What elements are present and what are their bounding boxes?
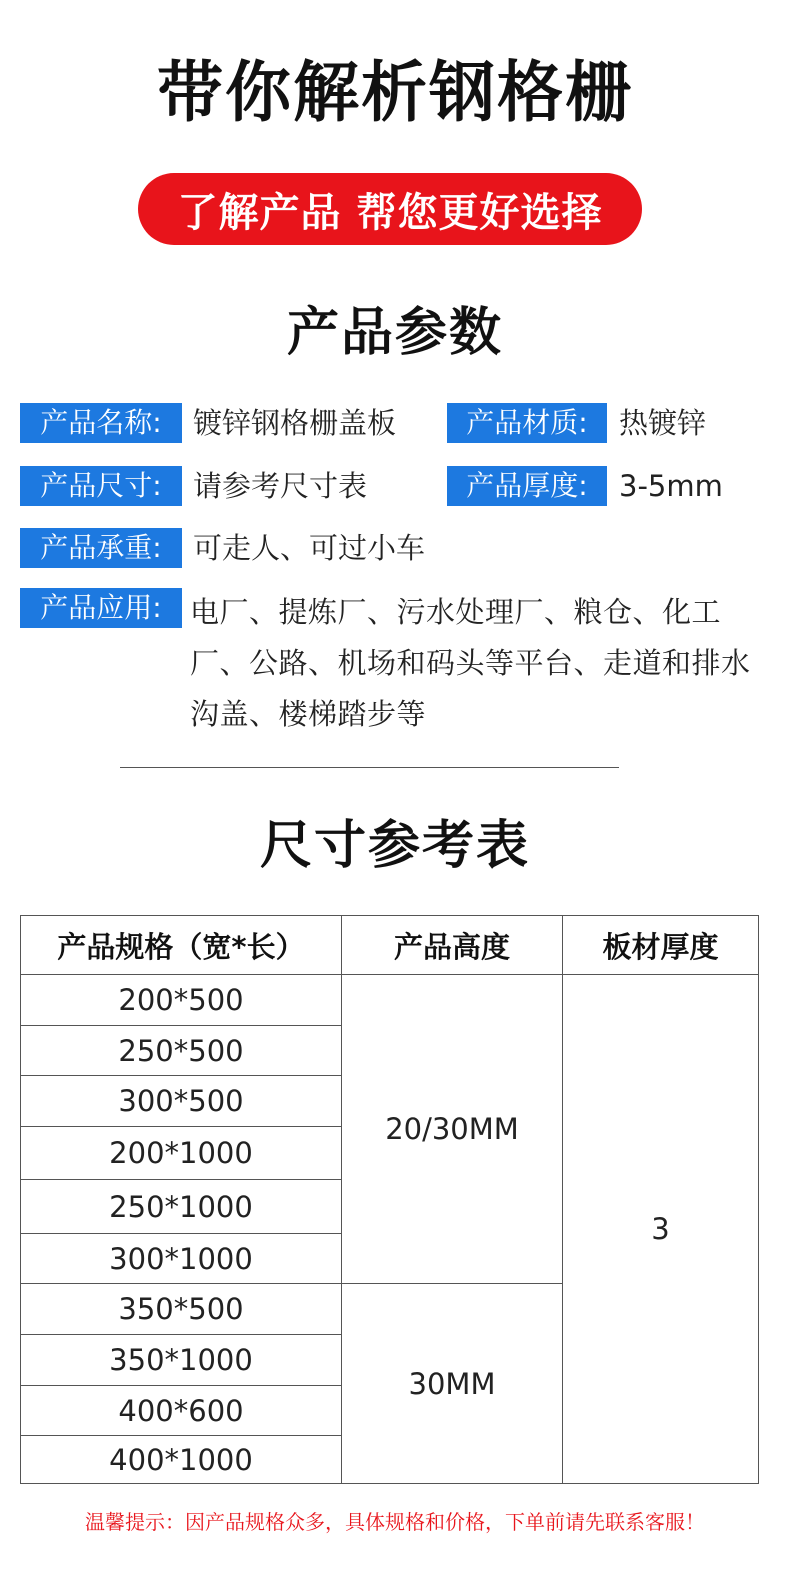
spec-cell: 250*500: [21, 1026, 342, 1076]
subtitle-banner: 了解产品 帮您更好选择: [138, 173, 642, 245]
application-value: 电厂、提炼厂、污水处理厂、粮仓、化工厂、公路、机场和码头等平台、走道和排水沟盖、楼梯踏步等: [190, 595, 751, 731]
footer-tip: 温馨提示：因产品规格众多，具体规格和价格，下单前请先联系客服！: [85, 1510, 705, 1534]
material-value: 热镀锌: [619, 406, 707, 440]
table-row: [21, 975, 759, 1026]
spec-cell: 300*500: [21, 1076, 342, 1127]
main-title: 带你解析钢格栅: [157, 54, 633, 131]
height-cell-group-2: 30MM: [342, 1284, 563, 1484]
size-value: 请参考尺寸表: [193, 469, 368, 503]
thickness-value: 3-5mm: [619, 469, 723, 503]
name-value: 镀锌钢格栅盖板: [193, 406, 397, 440]
height-cell-group-1: 20/30MM: [342, 975, 563, 1284]
size-reference-table: [20, 915, 759, 1484]
spec-cell: 400*600: [21, 1386, 342, 1436]
name-label: 产品名称:: [20, 403, 182, 443]
header-thickness: 板材厚度: [563, 916, 759, 975]
application-label: 产品应用:: [20, 588, 182, 628]
thickness-label: 产品厚度:: [447, 466, 607, 506]
load-value: 可走人、可过小车: [193, 531, 426, 565]
spec-cell: 200*500: [21, 975, 342, 1026]
size-label: 产品尺寸:: [20, 466, 182, 506]
header-height: 产品高度: [342, 916, 563, 975]
params-section-title: 产品参数: [286, 303, 503, 363]
spec-cell: 200*1000: [21, 1127, 342, 1180]
header-spec: 产品规格（宽*长）: [21, 916, 342, 975]
table-header-row: [21, 916, 759, 975]
spec-cell: 300*1000: [21, 1234, 342, 1284]
size-section-title: 尺寸参考表: [259, 816, 530, 876]
section-divider: [120, 767, 619, 768]
spec-cell: 350*500: [21, 1284, 342, 1335]
load-label: 产品承重:: [20, 528, 182, 568]
material-label: 产品材质:: [447, 403, 607, 443]
spec-cell: 350*1000: [21, 1335, 342, 1386]
spec-cell: 400*1000: [21, 1436, 342, 1484]
thickness-cell: 3: [563, 975, 759, 1484]
spec-cell: 250*1000: [21, 1180, 342, 1234]
